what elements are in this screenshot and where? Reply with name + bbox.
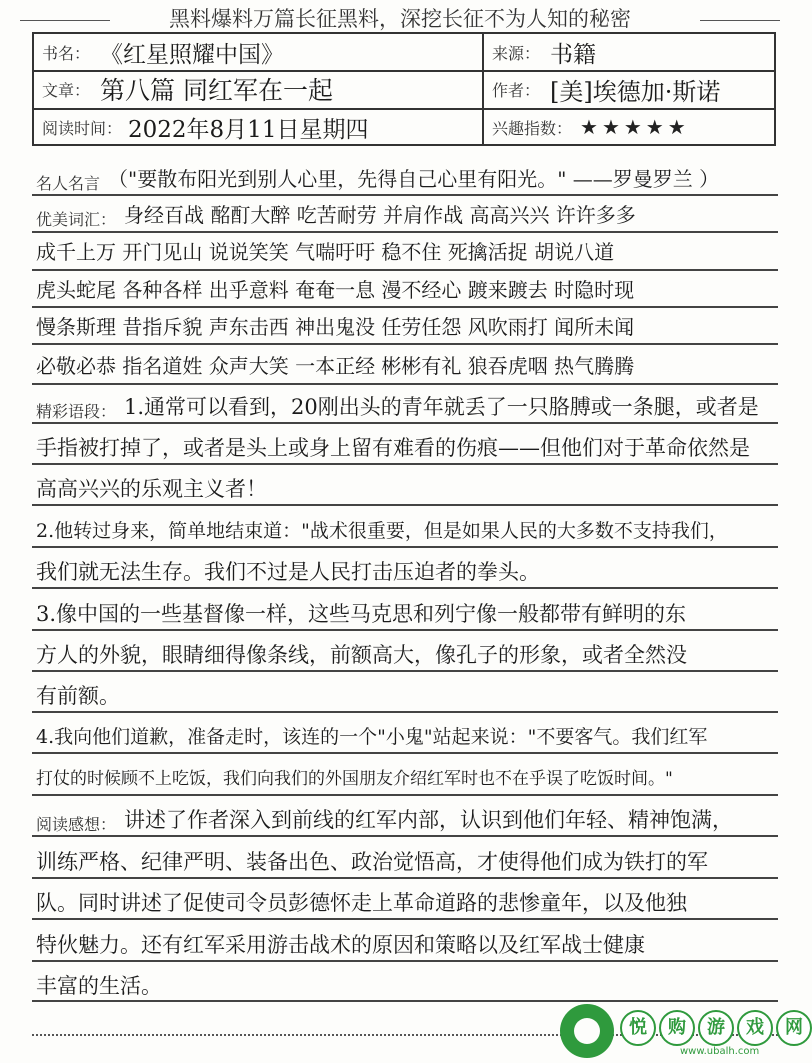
title-rule-right	[700, 20, 780, 21]
reflection-row-1	[36, 799, 776, 835]
source-value: 书籍	[550, 41, 597, 68]
vocab-line: 成千上万 开门见山 说说笑笑 气喘吁吁 稳不住 死擒活捉 胡说八道	[36, 240, 615, 264]
reflection-line: 队。同时讲述了促使司令员彭德怀走上革命道路的悲惨童年，以及他独	[36, 891, 687, 915]
passage-line: 2.他转过身来，简单地结束道："战术很重要，但是如果人民的大多数不支持我们，	[36, 520, 728, 542]
vocab-label: 优美词汇：	[36, 210, 117, 229]
logo-char: 购	[659, 1010, 695, 1046]
vocab-row-2	[36, 231, 776, 267]
article-label: 文章：	[42, 80, 91, 100]
passage-line: 方人的外貌，眼睛细得像条线，前额高大，像孔子的形象，或者全然没	[36, 643, 687, 667]
logo-char: 游	[698, 1010, 734, 1046]
passage-line: 有前额。	[36, 684, 120, 708]
time-label: 阅读时间：	[42, 118, 123, 138]
passage-line: 我们就无法生存。我们不过是人民打击压迫者的拳头。	[36, 560, 540, 584]
passage-row-8	[36, 675, 776, 711]
vocab-row-5	[36, 345, 776, 381]
author-label: 作者：	[492, 80, 541, 100]
quote-text: （"要散布阳光到别人心里，先得自己心里有阳光。" ——罗曼罗兰 ）	[108, 167, 720, 191]
logo-mark-icon	[560, 1004, 614, 1058]
title-rule-left	[20, 20, 110, 21]
quote-row	[36, 158, 776, 194]
logo-char: 悦	[620, 1010, 656, 1046]
vocab-row-3	[36, 269, 776, 305]
vocab-line: 慢条斯理 昔指斥貌 声东击西 神出鬼没 任劳任怨 风吹雨打 闻所未闻	[36, 315, 635, 339]
reflection-row-5	[36, 965, 776, 1001]
article-value: 第八篇 同红军在一起	[100, 76, 333, 105]
page-title: 黑料爆料万篇长征黑料，深挖长征不为人知的秘密	[169, 7, 631, 31]
logo-char: 戏	[737, 1010, 773, 1046]
logo-char: 网	[776, 1010, 812, 1046]
passages-label: 精彩语段：	[36, 402, 117, 421]
passage-row-10	[36, 758, 788, 794]
passage-line: 打仗的时候顾不上吃饭，我们向我们的外国朋友介绍红军时也不在乎误了吃饭时间。"	[36, 769, 673, 789]
passage-row-5	[36, 551, 776, 587]
passage-row-9	[36, 716, 776, 752]
reflection-line: 特伙魅力。还有红军采用游击战术的原因和策略以及红军战士健康	[36, 933, 645, 957]
source-label: 来源：	[492, 43, 541, 63]
passage-row-1	[36, 386, 776, 422]
reflection-line: 训练严格、纪律严明、装备出色、政治觉悟高，才使得他们成为铁打的军	[36, 850, 708, 874]
site-logo	[560, 1004, 803, 1058]
header-table	[32, 32, 776, 146]
vocab-line: 身经百战 酩酊大醉 吃苦耐劳 并肩作战 高高兴兴 许许多多	[124, 203, 636, 227]
reflection-row-3	[36, 882, 776, 918]
passage-row-6	[36, 593, 776, 629]
logo-url: www.ubalh.com	[680, 1046, 760, 1057]
logo-text	[620, 1010, 812, 1046]
passage-row-7	[36, 634, 776, 670]
passage-line: 3.像中国的一些基督像一样，这些马克思和列宁像一般都带有鲜明的东	[36, 602, 687, 626]
passage-line: 1.通常可以看到，20刚出头的青年就丢了一只胳膊或一条腿，或者是	[124, 395, 759, 419]
passage-line: 4.我向他们道歉，准备走时，该连的一个"小鬼"站起来说："不要客气。我们红军	[36, 726, 708, 748]
passage-line: 手指被打掉了，或者是头上或身上留有难看的伤痕——但他们对于革命依然是	[36, 436, 750, 460]
time-value: 2022年8月11日星期四	[128, 116, 369, 143]
author-value: [美]埃德加·斯诺	[550, 77, 721, 106]
reflection-line: 丰富的生活。	[36, 974, 162, 998]
interest-label: 兴趣指数：	[492, 118, 573, 138]
passage-row-2	[36, 427, 776, 463]
reflection-label: 阅读感想：	[36, 815, 117, 834]
quote-label: 名人名言	[36, 174, 101, 193]
book-label: 书名：	[42, 43, 91, 63]
reflection-row-2	[36, 841, 776, 877]
passage-row-4	[36, 510, 776, 546]
vocab-row-4	[36, 306, 776, 342]
book-value: 《红星照耀中国》	[100, 41, 285, 68]
passage-row-3	[36, 468, 776, 504]
vocab-row-1	[36, 194, 776, 230]
vocab-line: 必敬必恭 指名道姓 众声大笑 一本正经 彬彬有礼 狼吞虎咽 热气腾腾	[36, 354, 635, 378]
reflection-row-4	[36, 924, 776, 960]
vocab-line: 虎头蛇尾 各种各样 出乎意料 奄奄一息 漫不经心 踱来踱去 时隐时现	[36, 278, 635, 302]
reflection-line: 讲述了作者深入到前线的红军内部，认识到他们年轻、精神饱满，	[124, 808, 734, 832]
passage-line: 高高兴兴的乐观主义者！	[36, 477, 267, 501]
interest-stars: ★★★★★	[580, 115, 690, 139]
